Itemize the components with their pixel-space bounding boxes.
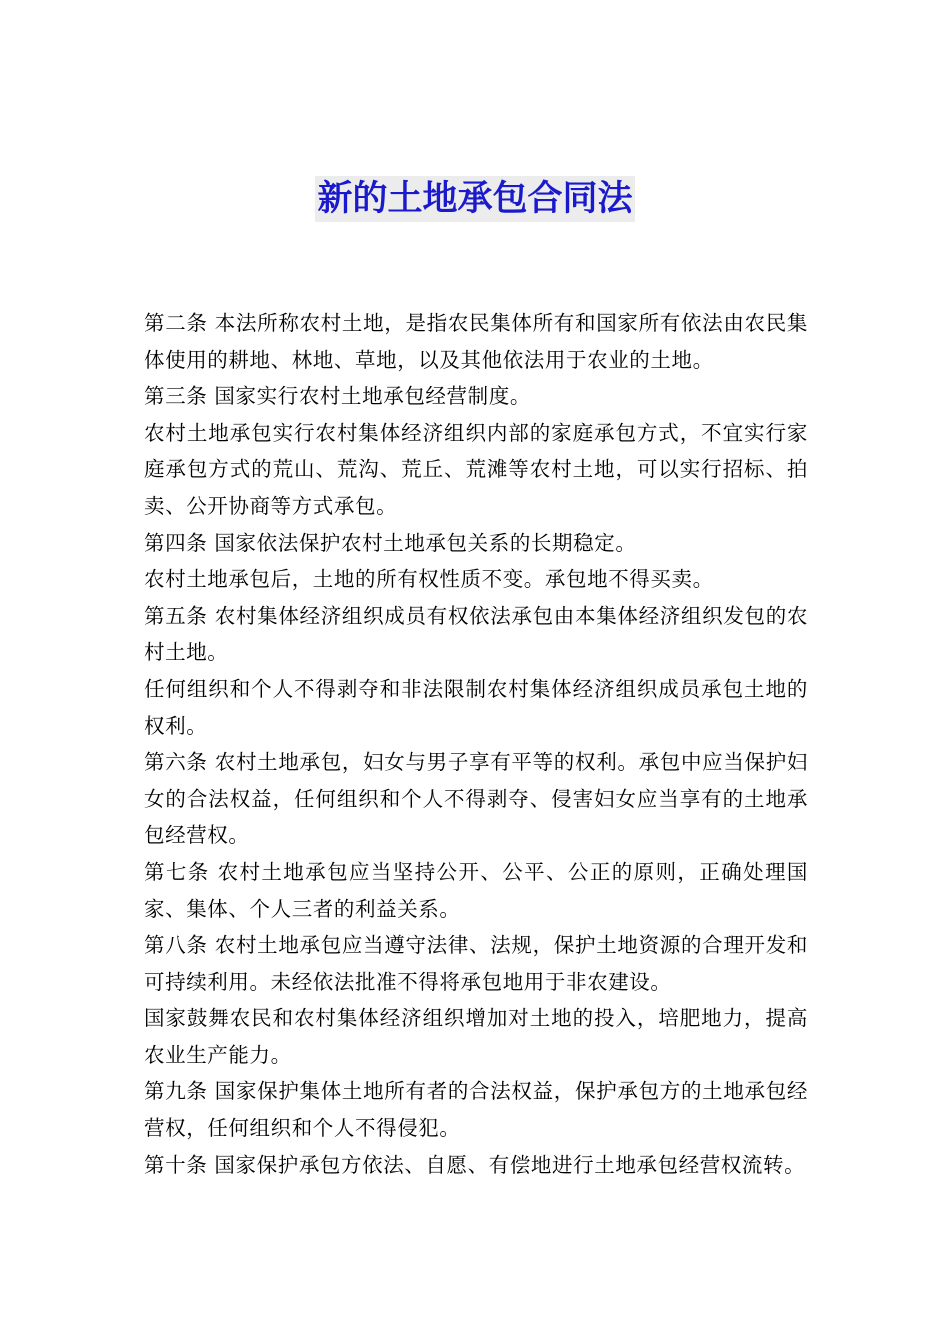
paragraph-article-5: 第五条 农村集体经济组织成员有权依法承包由本集体经济组织发包的农村土地。: [144, 603, 808, 665]
paragraph-article-3-detail: 农村土地承包实行农村集体经济组织内部的家庭承包方式，不宜实行家庭承包方式的荒山、荒沟、荒丘、荒滩等农村土地，可以实行招标、拍卖、公开协商等方式承包。: [144, 420, 808, 518]
document-body: [144, 305, 808, 1183]
document-title: 新的土地承包合同法: [315, 176, 634, 222]
paragraph-article-3: 第三条 国家实行农村土地承包经营制度。: [144, 384, 531, 409]
paragraph-article-6: 第六条 农村土地承包，妇女与男子享有平等的权利。承包中应当保护妇女的合法权益，任何组织和个人不得剥夺、侵害妇女应当享有的土地承包经营权。: [144, 750, 808, 848]
paragraph-article-5-detail: 任何组织和个人不得剥夺和非法限制农村集体经济组织成员承包土地的权利。: [144, 676, 808, 738]
paragraph-article-2: 第二条 本法所称农村土地，是指农民集体所有和国家所有依法由农民集体使用的耕地、林地、草地，以及其他依法用于农业的土地。: [144, 311, 808, 372]
paragraph-article-7: 第七条 农村土地承包应当坚持公开、公平、公正的原则，正确处理国家、集体、个人三者的利益关系。: [144, 859, 808, 921]
paragraph-article-4: 第四条 国家依法保护农村土地承包关系的长期稳定。: [144, 530, 637, 555]
paragraph-article-4-detail: 农村土地承包后，土地的所有权性质不变。承包地不得买卖。: [144, 567, 714, 592]
title-container: [0, 176, 950, 222]
paragraph-article-8-detail: 国家鼓舞农民和农村集体经济组织增加对土地的投入，培肥地力，提高农业生产能力。: [144, 1006, 808, 1067]
paragraph-article-8: 第八条 农村土地承包应当遵守法律、法规，保护土地资源的合理开发和可持续利用。未经依法批准不得将承包地用于非农建设。: [144, 933, 808, 994]
paragraph-article-9: 第九条 国家保护集体土地所有者的合法权益，保护承包方的土地承包经营权，任何组织和个人不得侵犯。: [144, 1079, 808, 1141]
paragraph-article-10: 第十条 国家保护承包方依法、自愿、有偿地进行土地承包经营权流转。: [144, 1152, 806, 1177]
